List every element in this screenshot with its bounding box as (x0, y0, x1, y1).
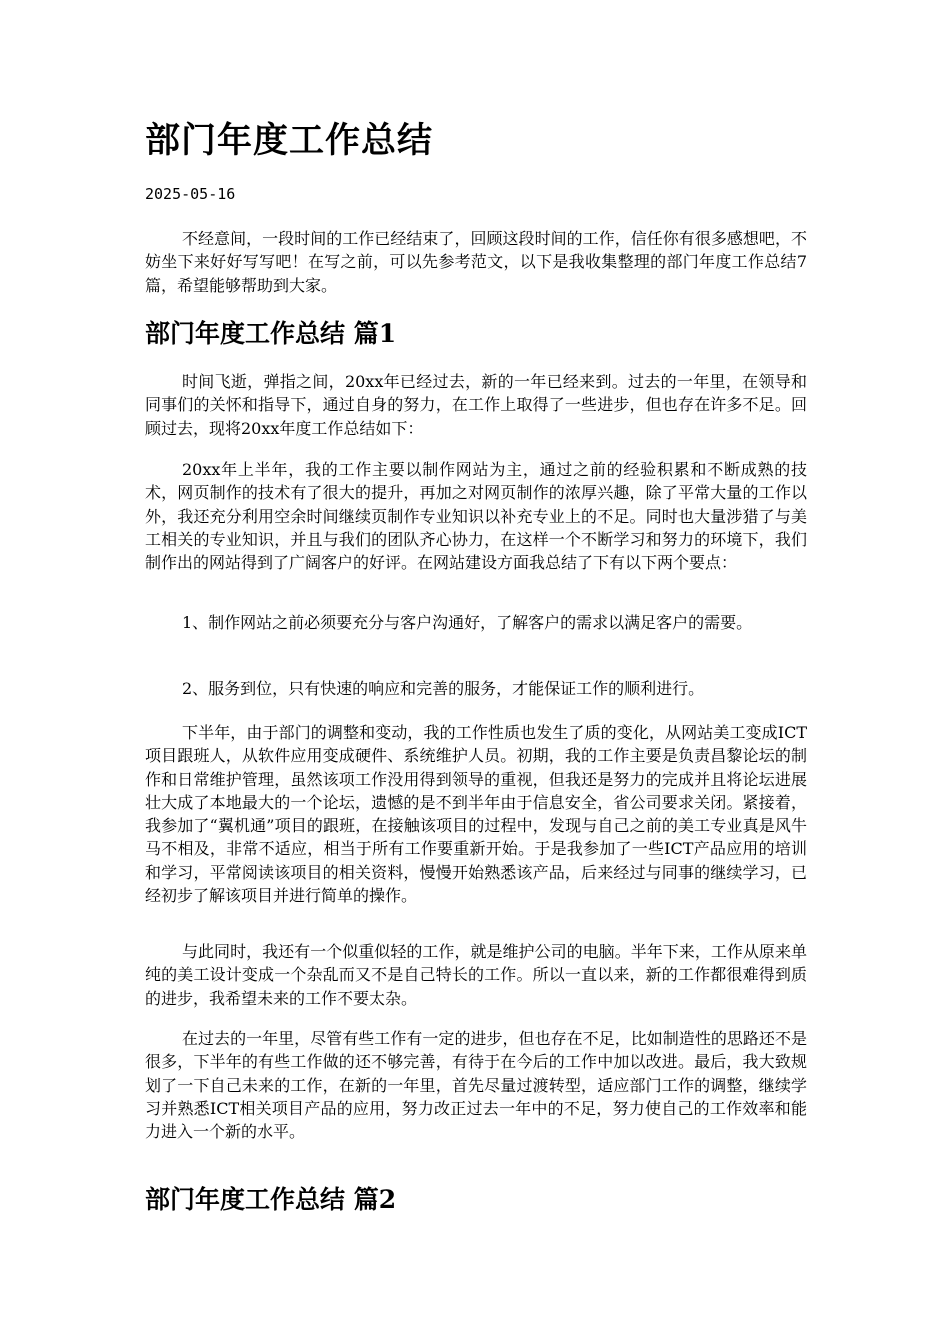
section-1-paragraph-6: 与此同时，我还有一个似重似轻的工作，就是维护公司的电脑。半年下来，工作从原来单纯的美工设计变成一个杂乱而又不是自己特长的工作。所以一直以来，新的工作都很难得到质的进步，我希望未来的工作不要太杂。 (145, 942, 807, 1008)
section-1-paragraph-4: 2、服务到位，只有快速的响应和完善的服务，才能保证工作的顺利进行。 (182, 679, 705, 698)
section-1-paragraph-2: 20xx年上半年，我的工作主要以制作网站为主，通过之前的经验积累和不断成熟的技术，网页制作的技术有了很大的提升，再加之对网页制作的浓厚兴趣，除了平常大量的工作以外，我还充分利用空余时间继续页制作专业知识以补充专业上的不足。同时也大量涉猎了与美工相关的专业知识，并且与我们的团队齐心协力，在这样一个不断学习和努力的环境下，我们制作出的网站得到了广阔客户的好评。在网站建设方面我总结了下有以下两个要点： (145, 460, 807, 573)
section-heading-2: 部门年度工作总结 篇2 (145, 1185, 397, 1214)
section-1-paragraph-7: 在过去的一年里，尽管有些工作有一定的进步，但也存在不足，比如制造性的思路还不是很多，下半年的有些工作做的还不够完善，有待于在今后的工作中加以改进。最后，我大致规划了一下自己未来的工作，在新的一年里，首先尽量过渡转型，适应部门工作的调整，继续学习并熟悉ICT相关项目产品的应用，努力改正过去一年中的不足，努力使自己的工作效率和能力进入一个新的水平。 (145, 1029, 807, 1142)
section-1-paragraph-3: 1、制作网站之前必须要充分与客户沟通好，了解客户的需求以满足客户的需要。 (182, 613, 753, 632)
document-date: 2025-05-16 (145, 185, 236, 203)
document-title: 部门年度工作总结 (145, 120, 434, 161)
section-heading-1: 部门年度工作总结 篇1 (145, 319, 397, 348)
section-1-paragraph-5: 下半年，由于部门的调整和变动，我的工作性质也发生了质的变化，从网站美工变成ICT项目跟班人，从软件应用变成硬件、系统维护人员。初期，我的工作主要是负责昌黎论坛的制作和日常维护管理，虽然该项工作没用得到领导的重视，但我还是努力的完成并且将论坛进展壮大成了本地最大的一个论坛，遗憾的是不到半年由于信息安全，省公司要求关闭。紧接着，我参加了“翼机通”项目的跟班，在接触该项目的过程中，发现与自己之前的美工专业真是风牛马不相及，非常不适应，相当于所有工作要重新开始。于是我参加了一些ICT产品应用的培训和学习，平常阅读该项目的相关资料，慢慢开始熟悉该产品，后来经过与同事的继续学习，已经初步了解该项目并进行简单的操作。 (145, 723, 807, 906)
intro-paragraph: 不经意间，一段时间的工作已经结束了，回顾这段时间的工作，信任你有很多感想吧，不妨坐下来好好写写吧！在写之前，可以先参考范文，以下是我收集整理的部门年度工作总结7篇，希望能够帮助到大家。 (145, 229, 807, 295)
section-1-paragraph-1: 时间飞逝，弹指之间，20xx年已经过去，新的一年已经来到。过去的一年里，在领导和同事们的关怀和指导下，通过自身的努力，在工作上取得了一些进步，但也存在许多不足。回顾过去，现将20xx年度工作总结如下： (145, 372, 807, 438)
